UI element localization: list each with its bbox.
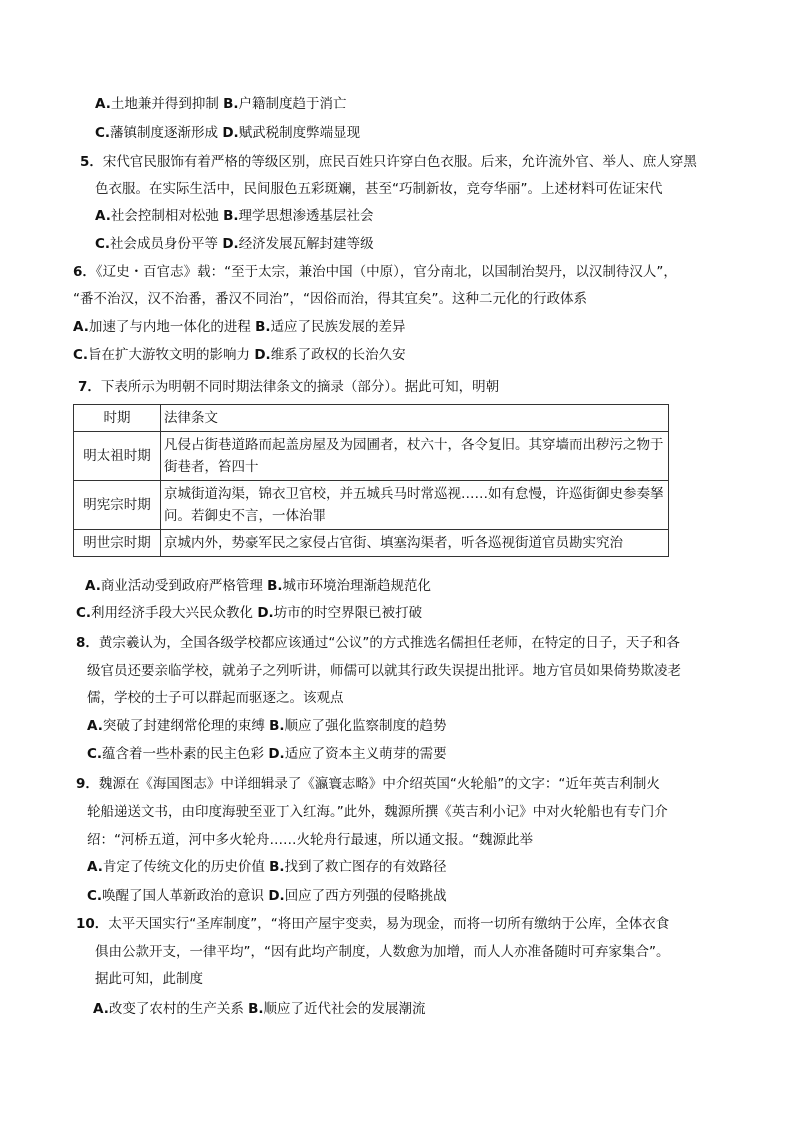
q7-options-cd: C.利用经济手段大兴民众教化 D.坊市的时空界限已被打破	[76, 605, 423, 621]
q5-options-ab: A.社会控制相对松弛 B.理学思想渗透基层社会	[95, 208, 374, 224]
q4-options-ab: A.土地兼并得到抑制 B.户籍制度趋于消亡	[95, 96, 347, 112]
table-cell-law: 京城内外，势豪军民之家侵占官街、填塞沟渠者，听各巡视街道官员勘实究治	[161, 530, 669, 557]
q8-stem-line1: 8．黄宗羲认为，全国各级学校都应该通过“公议”的方式推选名儒担任老师，在特定的日子，天子和各	[76, 635, 680, 651]
q8-stem-line3: 儒，学校的士子可以群起而驱逐之。该观点	[87, 690, 344, 706]
q9-stem-line2: 轮船递送文书，由印度海驶至亚丁入红海。”此外，魏源所撰《英吉利小记》中对火轮船也有专门介	[87, 804, 668, 820]
q9-stem-line1: 9．魏源在《海国图志》中详细辑录了《瀛寰志略》中介绍英国“火轮船”的文字：“近年英吉利制火	[76, 776, 660, 792]
q5-options-cd: C.社会成员身份平等 D.经济发展瓦解封建等级	[95, 236, 374, 252]
law-table	[73, 404, 669, 557]
q5-stem-line1: 5．宋代官民服饰有着严格的等级区别，庶民百姓只许穿白色衣服。后来，允许流外官、举人、庶人穿黑	[80, 154, 697, 170]
table-header-row	[74, 405, 669, 432]
table-header-period: 时期	[74, 405, 161, 432]
q10-stem-line1: 10．太平天国实行“圣库制度”，“将田产屋宇变卖，易为现金，而将一切所有缴纳于公库，全体衣食	[76, 916, 670, 932]
q9-stem-line3: 绍：“河桥五道，河中多火轮舟……火轮舟行最速，所以通文报。“魏源此举	[87, 832, 533, 848]
q5-stem-line2: 色衣服。在实际生活中，民间服色五彩斑斓，甚至“巧制新妆，竞夸华丽”。上述材料可佐证宋代	[95, 181, 663, 197]
q6-stem-line1: 6．《辽史・百官志》载：“至于太宗，兼治中国（中原），官分南北，以国制治契丹，以汉制待汉人”，	[73, 264, 677, 280]
table-row	[74, 481, 669, 530]
q6-options-ab: A.加速了与内地一体化的进程 B.适应了民族发展的差异	[73, 319, 406, 335]
q9-options-ab: A.肯定了传统文化的历史价值 B.找到了救亡图存的有效路径	[87, 859, 447, 875]
q4-options-cd: C.藩镇制度逐渐形成 D.赋武税制度弊端显现	[95, 125, 361, 141]
q10-options-ab: A.改变了农村的生产关系 B.顺应了近代社会的发展潮流	[93, 1001, 426, 1017]
table-cell-period: 明世宗时期	[74, 530, 161, 557]
q8-options-ab: A.突破了封建纲常伦理的束缚 B.顺应了强化监察制度的趋势	[87, 718, 447, 734]
table-cell-period: 明宪宗时期	[74, 481, 161, 530]
q7-stem-line1: 7．下表所示为明朝不同时期法律条文的摘录（部分）。据此可知，明朝	[78, 379, 500, 395]
table-row	[74, 530, 669, 557]
table-row	[74, 432, 669, 481]
table-cell-law: 凡侵占街巷道路而起盖房屋及为园圃者，杖六十，各令复旧。其穿墙而出秽污之物于街巷者，笞四十	[161, 432, 669, 481]
table-cell-period: 明太祖时期	[74, 432, 161, 481]
table-header-law: 法律条文	[161, 405, 669, 432]
q8-options-cd: C.蕴含着一些朴素的民主色彩 D.适应了资本主义萌芽的需要	[87, 746, 447, 762]
q6-stem-line2: “番不治汉，汉不治番，番汉不同治”，“因俗而治，得其宜矣”。这种二元化的行政体系	[73, 291, 587, 307]
q10-stem-line2: 俱由公款开支，一律平均”，“因有此均产制度，人数愈为加增，而人人亦准备随时可弃家集合”。	[95, 944, 670, 960]
q8-stem-line2: 级官员还要亲临学校，就弟子之列听讲，师儒可以就其行政失误提出批评。地方官员如果倚势欺凌老	[87, 663, 681, 679]
table-cell-law: 京城街道沟渠，锦衣卫官校，并五城兵马时常巡视……如有怠慢，许巡街御史参奏拏问。若御史不言，一体治罪	[161, 481, 669, 530]
q10-stem-line3: 据此可知，此制度	[95, 971, 203, 987]
q6-options-cd: C.旨在扩大游牧文明的影响力 D.维系了政权的长治久安	[73, 347, 406, 363]
q9-options-cd: C.唤醒了国人革新政治的意识 D.回应了西方列强的侵略挑战	[87, 888, 447, 904]
q7-options-ab: A.商业活动受到政府严格管理 B.城市环境治理渐趋规范化	[85, 578, 432, 594]
